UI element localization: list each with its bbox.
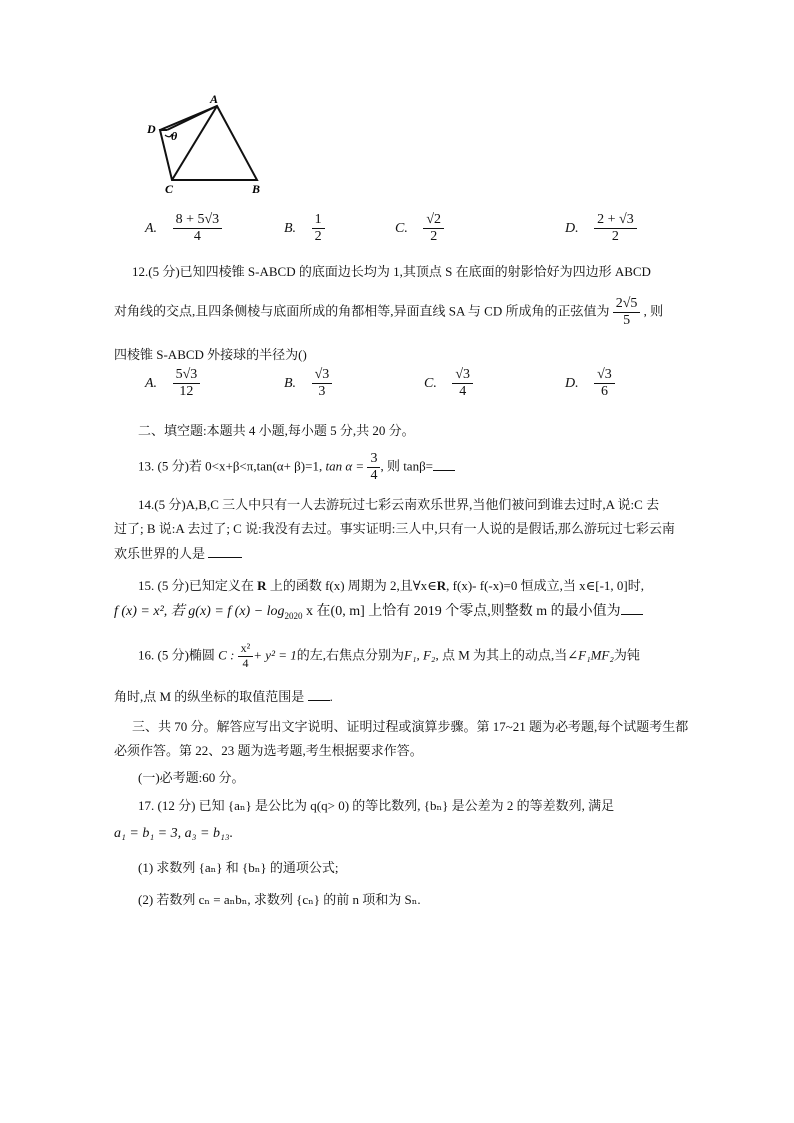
vertex-d-label: D — [147, 122, 156, 136]
angle-theta-label: θ — [171, 129, 178, 143]
geometry-figure — [140, 92, 270, 197]
vertex-a-label: A — [210, 92, 219, 106]
section2-heading: 二、填空题:本题共 4 小题,每小题 5 分,共 20 分。 — [138, 423, 415, 438]
q12-option-d: D. $\frac{√3}{6}$ — [565, 367, 615, 400]
q11-option-c: C. $\frac{√2}{2}$ — [395, 212, 444, 245]
q12-option-b: B. $\frac{√3}{3}$ — [284, 367, 332, 400]
q14-line2: 过了; B 说:A 去过了; C 说:我没有去过。事实证明:三人中,只有一人说的是假话,那么游玩过七彩云南 — [114, 521, 675, 536]
q17-line1: 17. (12 分) 已知 {aₙ} 是公比为 q(q> 0) 的等比数列, {bₙ} 是公差为 2 的等差数列, 满足 — [138, 798, 615, 813]
q14-line3: 欢乐世界的人是 — [114, 543, 242, 562]
vertex-b-label: B — [252, 182, 261, 196]
q17-part2: (2) 若数列 cₙ = aₙbₙ, 求数列 {cₙ} 的前 n 项和为 Sₙ. — [138, 892, 421, 907]
q12-line3: 四棱锥 S-ABCD 外接球的半径为() — [114, 347, 307, 362]
q11-option-b: B. $\frac{1}{2}$ — [284, 212, 325, 245]
q12-line1: 12.(5 分)已知四棱锥 S-ABCD 的底面边长均为 1,其顶点 S 在底面的射影恰好为四边形 ABCD — [132, 264, 651, 279]
q14-line1: 14.(5 分)A,B,C 三人中只有一人去游玩过七彩云南欢乐世界,当他们被问到谁去过时,A 说:C 去 — [138, 497, 660, 512]
q17-line2: a₁ = b₁ = 3, a₃ = b₁₃. — [114, 826, 234, 841]
q12-option-c: C. $\frac{√3}{4}$ — [424, 367, 473, 400]
q16-line1: 16. (5 分)椭圆 C : $\frac{\text{x²}}{4}$ + y² = 1的左,右焦点分别为F₁, F₂, 点 M 为其上的动点,当∠F₁MF₂为钝 — [138, 641, 640, 670]
section3-line1: 三、共 70 分。解答应写出文字说明、证明过程或演算步骤。第 17~21 题为必考题,每个试题考生都 — [132, 719, 689, 734]
q15-line2: f (x) = x², 若 g(x) = f $(x) - \log_{2020} x$ 在(0, m] 上恰有 2019 个零点,则整数 m 的最小值为 — [114, 600, 643, 621]
q17-part1: (1) 求数列 {aₙ} 和 {bₙ} 的通项公式; — [138, 860, 339, 875]
q12-line2: 对角线的交点,且四条侧棱与底面所成的角都相等,异面直线 SA 与 CD 所成角的正弦值为 $\frac{2√5}{5}$ , 则 — [114, 296, 664, 329]
q11-option-d: D. $\frac{2 + √3}{2}$ — [565, 212, 637, 245]
q16-line2: 角时,点 M 的纵坐标的取值范围是 . — [114, 689, 333, 704]
q12-option-a: A. $\frac{5√3}{12}$ — [145, 367, 200, 400]
q11-option-a: A. $\frac{8 + 5√3}{4}$ — [145, 212, 222, 245]
q15-line1: 15. (5 分)已知定义在 R 上的函数 f(x) 周期为 2,且∀x∈R, f(x)- f(-x)=0 恒成立,当 x∈[-1, 0]时, — [138, 578, 644, 593]
required-heading: (一)必考题:60 分。 — [138, 770, 245, 785]
vertex-c-label: C — [165, 182, 174, 196]
section3-line2: 必须作答。第 22、23 题为选考题,考生根据要求作答。 — [114, 743, 423, 758]
q13: 13. (5 分)若 0<x+β<π,tan(α+ β)=1, tan α = $\frac{3}{4}$ , 则 tanβ= — [138, 451, 455, 484]
